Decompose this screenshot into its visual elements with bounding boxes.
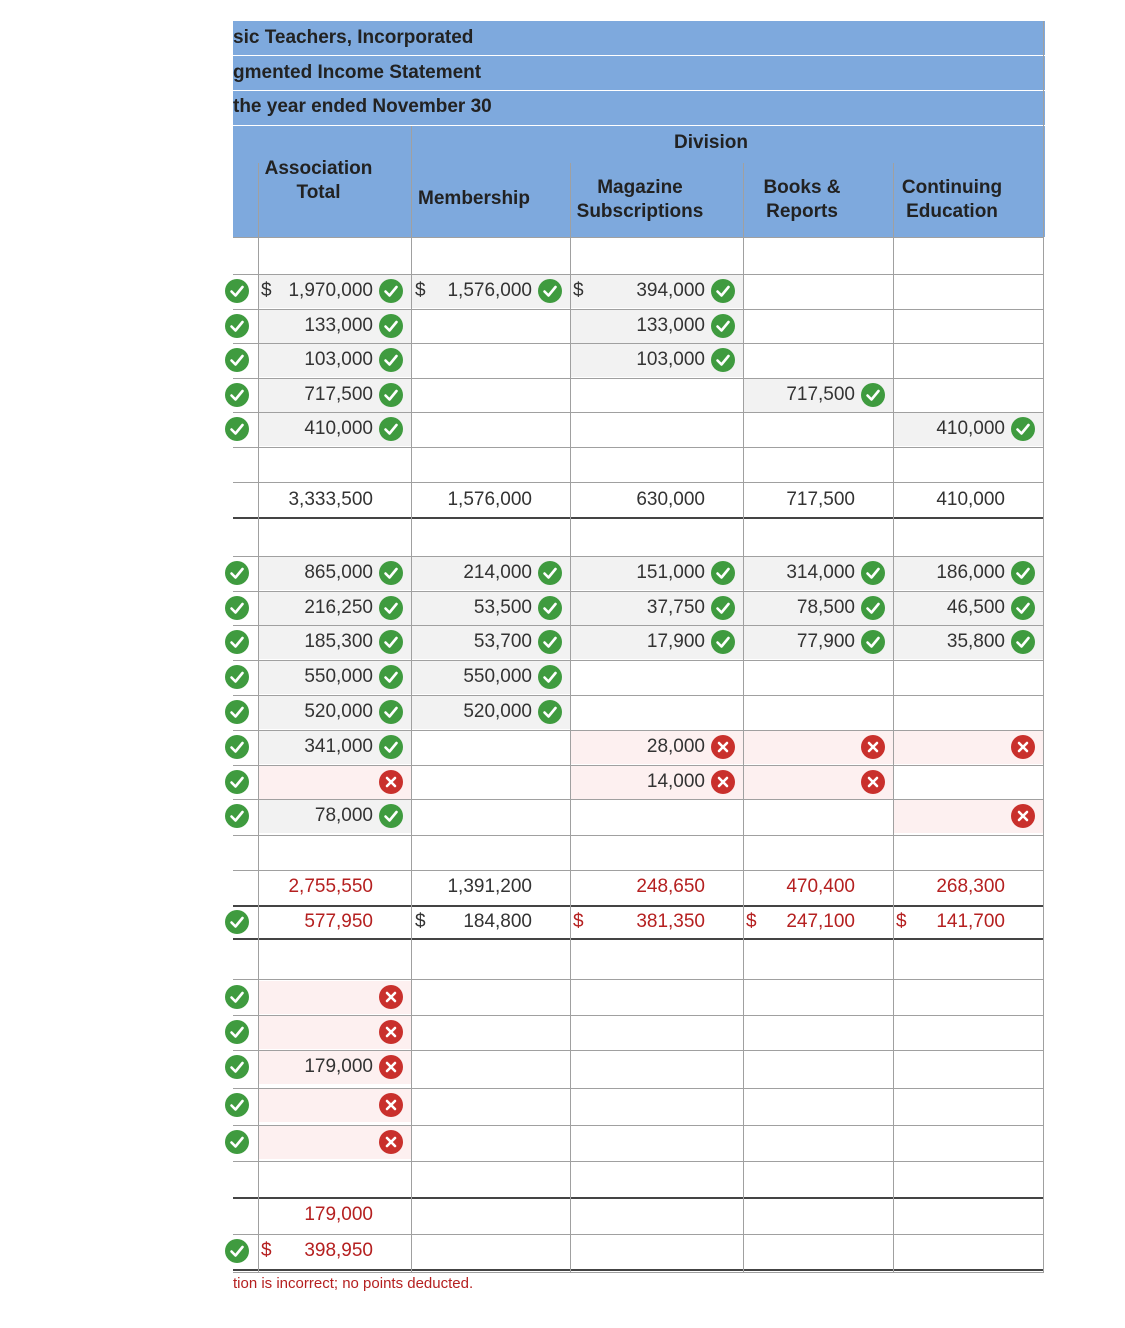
- row-check-icon-glyph: [225, 596, 249, 620]
- cell-value-magazine: 133,000: [636, 315, 705, 336]
- row-check-icon-glyph: [225, 348, 249, 372]
- correct-icon: [1011, 630, 1035, 654]
- dollar-sign: $: [573, 911, 584, 932]
- correct-icon-glyph: [379, 804, 403, 828]
- row-divider: [233, 938, 1044, 940]
- cell-value-membership: 1,576,000: [447, 280, 532, 301]
- cell-value-membership: 1,391,200: [447, 876, 532, 897]
- correct-icon: [711, 279, 735, 303]
- correct-icon-glyph: [711, 314, 735, 338]
- row-check-icon: [225, 1130, 249, 1154]
- cell-value-membership: 184,800: [463, 911, 532, 932]
- correct-icon: [1011, 417, 1035, 441]
- correct-icon-glyph: [538, 279, 562, 303]
- correct-icon-glyph: [379, 665, 403, 689]
- cell-value-total: 78,000: [314, 805, 373, 826]
- correct-icon: [711, 348, 735, 372]
- column-divider: [743, 237, 744, 1272]
- cell-value-total: 398,950: [304, 1240, 373, 1261]
- incorrect-icon-glyph: [379, 985, 403, 1009]
- cell-value-continuing: 141,700: [936, 911, 1005, 932]
- column-divider: [570, 237, 571, 1272]
- row-check-icon-glyph: [225, 1130, 249, 1154]
- correct-icon: [379, 665, 403, 689]
- cell-value-books: 717,500: [786, 489, 855, 510]
- row-divider: [233, 482, 1044, 483]
- row-check-icon: [225, 735, 249, 759]
- cell-value-books: 78,500: [796, 597, 855, 618]
- column-divider: [893, 163, 894, 237]
- cell-value-books: 77,900: [796, 631, 855, 652]
- column-divider: [258, 237, 259, 1272]
- row-divider: [233, 591, 1044, 592]
- correct-icon-glyph: [538, 596, 562, 620]
- correct-icon-glyph: [1011, 561, 1035, 585]
- column-divider: [743, 163, 744, 237]
- incorrect-icon-glyph: [379, 770, 403, 794]
- row-check-icon: [225, 630, 249, 654]
- incorrect-icon: [379, 1020, 403, 1044]
- row-divider: [233, 517, 1044, 519]
- correct-icon: [861, 630, 885, 654]
- cell-value-books: 470,400: [786, 876, 855, 897]
- row-divider: [233, 730, 1044, 731]
- row-divider: [233, 870, 1044, 871]
- correct-icon: [379, 279, 403, 303]
- dollar-sign: $: [415, 280, 426, 301]
- correct-icon-glyph: [711, 279, 735, 303]
- row-divider: [233, 1197, 1044, 1199]
- row-divider: [233, 1050, 1044, 1051]
- column-divider: [1043, 21, 1044, 237]
- correct-icon-glyph: [711, 561, 735, 585]
- cell-value-total: 520,000: [304, 701, 373, 722]
- cell-value-membership: 53,700: [473, 631, 532, 652]
- row-check-icon-glyph: [225, 770, 249, 794]
- correct-icon: [711, 596, 735, 620]
- column-divider: [411, 126, 412, 237]
- incorrect-icon-glyph: [861, 735, 885, 759]
- row-check-icon-glyph: [225, 1239, 249, 1263]
- cell-value-membership: 53,500: [473, 597, 532, 618]
- dollar-sign: $: [746, 911, 757, 932]
- col-head-total: Association Total: [264, 158, 373, 203]
- cell-value-total: 179,000: [304, 1204, 373, 1225]
- row-divider: [233, 835, 1044, 836]
- correct-icon-glyph: [861, 596, 885, 620]
- incorrect-icon-glyph: [861, 770, 885, 794]
- correct-icon-glyph: [379, 314, 403, 338]
- correct-icon-glyph: [861, 630, 885, 654]
- cell-value-total: 103,000: [304, 349, 373, 370]
- correct-icon: [861, 561, 885, 585]
- cell-value-continuing: 268,300: [936, 876, 1005, 897]
- row-divider: [233, 1088, 1044, 1089]
- cell-value-continuing: 410,000: [936, 418, 1005, 439]
- cell-value-total: 717,500: [304, 384, 373, 405]
- statement-title: gmented Income Statement: [233, 62, 482, 83]
- row-check-icon: [225, 417, 249, 441]
- cell-value-total: 550,000: [304, 666, 373, 687]
- row-divider: [233, 765, 1044, 766]
- correct-icon-glyph: [379, 735, 403, 759]
- row-check-icon: [225, 985, 249, 1009]
- correct-icon: [538, 700, 562, 724]
- statement-period: the year ended November 30: [233, 96, 492, 117]
- row-divider: [233, 274, 1044, 275]
- correct-icon-glyph: [861, 383, 885, 407]
- row-check-icon-glyph: [225, 561, 249, 585]
- row-check-icon-glyph: [225, 1093, 249, 1117]
- dollar-sign: $: [261, 280, 272, 301]
- incorrect-icon-glyph: [1011, 804, 1035, 828]
- incorrect-icon: [379, 985, 403, 1009]
- cell-value-total: 865,000: [304, 562, 373, 583]
- correct-icon-glyph: [711, 348, 735, 372]
- correct-icon-glyph: [1011, 596, 1035, 620]
- row-check-icon-glyph: [225, 735, 249, 759]
- feedback-text: tion is incorrect; no points deducted.: [233, 1275, 474, 1292]
- cell-value-total: 2,755,550: [288, 876, 373, 897]
- correct-icon-glyph: [379, 348, 403, 372]
- incorrect-icon: [379, 1130, 403, 1154]
- incorrect-icon: [379, 1093, 403, 1117]
- row-divider: [233, 1269, 1044, 1271]
- correct-icon-glyph: [538, 700, 562, 724]
- correct-icon-glyph: [379, 630, 403, 654]
- row-divider: [233, 625, 1044, 626]
- row-divider: [233, 447, 1044, 448]
- correct-icon-glyph: [711, 596, 735, 620]
- correct-icon-glyph: [379, 417, 403, 441]
- row-check-icon-glyph: [225, 630, 249, 654]
- row-check-icon-glyph: [225, 314, 249, 338]
- division-label: Division: [674, 132, 748, 153]
- incorrect-icon: [861, 735, 885, 759]
- column-divider: [893, 237, 894, 1272]
- cell-value-membership: 214,000: [463, 562, 532, 583]
- cell-value-continuing: 46,500: [946, 597, 1005, 618]
- incorrect-icon-glyph: [379, 1130, 403, 1154]
- company-name: sic Teachers, Incorporated: [233, 27, 474, 48]
- row-check-icon: [225, 348, 249, 372]
- row-check-icon: [225, 383, 249, 407]
- cell-value-total: 179,000: [304, 1056, 373, 1077]
- row-check-icon: [225, 770, 249, 794]
- row-check-icon: [225, 596, 249, 620]
- cell-value-magazine: 14,000: [646, 771, 705, 792]
- column-divider: [570, 163, 571, 237]
- cell-value-magazine: 103,000: [636, 349, 705, 370]
- cell-value-magazine: 394,000: [636, 280, 705, 301]
- row-check-icon: [225, 1020, 249, 1044]
- row-divider: [233, 343, 1044, 344]
- correct-icon-glyph: [379, 279, 403, 303]
- incorrect-icon-glyph: [379, 1055, 403, 1079]
- correct-icon-glyph: [379, 383, 403, 407]
- row-check-icon-glyph: [225, 910, 249, 934]
- cell-value-membership: 520,000: [463, 701, 532, 722]
- correct-icon: [538, 561, 562, 585]
- incorrect-icon-glyph: [379, 1093, 403, 1117]
- row-divider: [233, 1125, 1044, 1126]
- correct-icon-glyph: [538, 630, 562, 654]
- correct-icon: [538, 279, 562, 303]
- cell-value-books: 247,100: [786, 911, 855, 932]
- column-divider: [258, 163, 259, 237]
- correct-icon: [711, 561, 735, 585]
- cell-value-magazine: 37,750: [646, 597, 705, 618]
- cell-value-membership: 1,576,000: [447, 489, 532, 510]
- correct-icon-glyph: [861, 561, 885, 585]
- incorrect-icon: [379, 1055, 403, 1079]
- correct-icon: [379, 417, 403, 441]
- correct-icon: [379, 804, 403, 828]
- correct-icon-glyph: [711, 630, 735, 654]
- cell-value-books: 314,000: [786, 562, 855, 583]
- cell-value-continuing: 35,800: [946, 631, 1005, 652]
- cell-value-total: 577,950: [304, 911, 373, 932]
- correct-icon: [379, 314, 403, 338]
- dollar-sign: $: [896, 911, 907, 932]
- row-check-icon: [225, 279, 249, 303]
- row-divider: [233, 660, 1044, 661]
- row-divider: [233, 1015, 1044, 1016]
- cell-value-magazine: 17,900: [646, 631, 705, 652]
- correct-icon: [379, 561, 403, 585]
- dollar-sign: $: [415, 911, 426, 932]
- cell-value-total: 3,333,500: [288, 489, 373, 510]
- correct-icon: [538, 665, 562, 689]
- cell-value-total: 341,000: [304, 736, 373, 757]
- correct-icon: [379, 596, 403, 620]
- correct-icon-glyph: [538, 665, 562, 689]
- row-check-icon: [225, 700, 249, 724]
- correct-icon: [379, 348, 403, 372]
- row-check-icon: [225, 804, 249, 828]
- row-check-icon-glyph: [225, 417, 249, 441]
- row-check-icon: [225, 910, 249, 934]
- correct-icon-glyph: [1011, 417, 1035, 441]
- cell-value-continuing: 410,000: [936, 489, 1005, 510]
- correct-icon: [861, 383, 885, 407]
- row-check-icon: [225, 561, 249, 585]
- col-head-books: Books & Reports: [763, 177, 841, 222]
- row-check-icon-glyph: [225, 985, 249, 1009]
- correct-icon-glyph: [1011, 630, 1035, 654]
- cell-value-books: 717,500: [786, 384, 855, 405]
- row-divider: [233, 237, 1044, 238]
- correct-icon: [711, 314, 735, 338]
- col-head-membership: Membership: [418, 188, 530, 209]
- row-divider: [233, 378, 1044, 379]
- incorrect-icon-glyph: [1011, 735, 1035, 759]
- correct-icon: [379, 735, 403, 759]
- incorrect-icon: [379, 770, 403, 794]
- row-check-icon: [225, 1055, 249, 1079]
- correct-icon: [538, 630, 562, 654]
- cell-value-total: 185,300: [304, 631, 373, 652]
- dollar-sign: $: [261, 1240, 272, 1261]
- cell-value-membership: 550,000: [463, 666, 532, 687]
- row-check-icon-glyph: [225, 1055, 249, 1079]
- correct-icon: [538, 596, 562, 620]
- row-check-icon-glyph: [225, 665, 249, 689]
- row-check-icon-glyph: [225, 1020, 249, 1044]
- incorrect-icon-glyph: [379, 1020, 403, 1044]
- row-check-icon-glyph: [225, 279, 249, 303]
- row-check-icon: [225, 1239, 249, 1263]
- row-divider: [233, 1234, 1044, 1235]
- row-check-icon: [225, 665, 249, 689]
- cell-value-total: 133,000: [304, 315, 373, 336]
- incorrect-icon: [861, 770, 885, 794]
- column-divider: [411, 237, 412, 1272]
- col-head-continuing: Continuing Education: [901, 177, 1003, 222]
- correct-icon: [861, 596, 885, 620]
- correct-icon: [1011, 561, 1035, 585]
- incorrect-icon: [711, 735, 735, 759]
- incorrect-icon-glyph: [711, 735, 735, 759]
- incorrect-icon: [1011, 735, 1035, 759]
- row-divider: [233, 412, 1044, 413]
- column-divider: [1043, 237, 1044, 1272]
- row-divider: [233, 1161, 1044, 1162]
- row-divider: [233, 905, 1044, 907]
- row-check-icon: [225, 314, 249, 338]
- cell-value-magazine: 248,650: [636, 876, 705, 897]
- correct-icon: [379, 383, 403, 407]
- row-divider: [233, 556, 1044, 557]
- correct-icon-glyph: [538, 561, 562, 585]
- cell-value-magazine: 151,000: [636, 562, 705, 583]
- row-check-icon-glyph: [225, 383, 249, 407]
- cell-value-magazine: 381,350: [636, 911, 705, 932]
- row-divider: [233, 799, 1044, 800]
- correct-icon-glyph: [379, 700, 403, 724]
- dollar-sign: $: [573, 280, 584, 301]
- cell-value-total: 1,970,000: [288, 280, 373, 301]
- cell-value-magazine: 28,000: [646, 736, 705, 757]
- row-check-icon: [225, 1093, 249, 1117]
- correct-icon-glyph: [379, 596, 403, 620]
- incorrect-icon-glyph: [711, 770, 735, 794]
- correct-icon: [379, 630, 403, 654]
- row-check-icon-glyph: [225, 804, 249, 828]
- col-head-magazine: Magazine Subscriptions: [576, 177, 704, 222]
- cell-value-continuing: 186,000: [936, 562, 1005, 583]
- correct-icon: [1011, 596, 1035, 620]
- correct-icon: [379, 700, 403, 724]
- correct-icon: [711, 630, 735, 654]
- row-divider: [233, 1272, 1044, 1273]
- row-divider: [233, 695, 1044, 696]
- row-divider: [233, 979, 1044, 980]
- row-check-icon-glyph: [225, 700, 249, 724]
- cell-value-total: 410,000: [304, 418, 373, 439]
- cell-value-magazine: 630,000: [636, 489, 705, 510]
- row-divider: [233, 309, 1044, 310]
- correct-icon-glyph: [379, 561, 403, 585]
- incorrect-icon: [711, 770, 735, 794]
- cell-value-total: 216,250: [304, 597, 373, 618]
- incorrect-icon: [1011, 804, 1035, 828]
